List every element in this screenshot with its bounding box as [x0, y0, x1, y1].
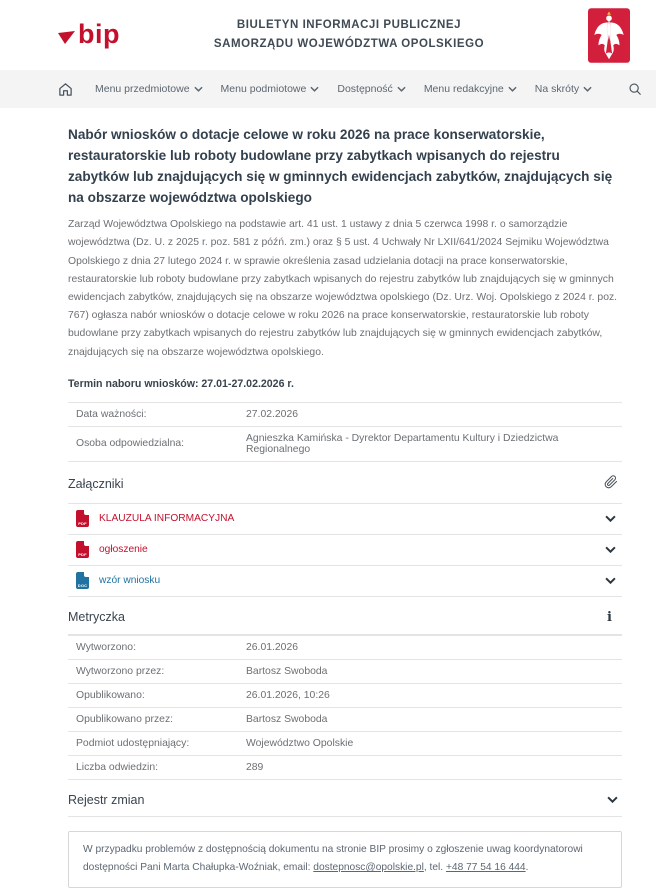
article-info-table [68, 402, 622, 462]
attachment-row-klauzula[interactable] [68, 504, 622, 535]
main-content [0, 108, 656, 888]
meta-label: Podmiot udostępniający: [68, 731, 238, 755]
nav-item-dostepnosc[interactable] [337, 83, 405, 95]
file-type-badge: DOC [77, 583, 88, 589]
accessibility-email-link[interactable]: dostepnosc@opolskie.pl [313, 862, 424, 874]
nav-item-label: Menu redakcyjne [423, 83, 504, 95]
attachment-row-ogloszenie[interactable] [68, 535, 622, 566]
info-value: 27.02.2026 [238, 402, 622, 426]
doc-file-icon [76, 572, 89, 589]
attachment-link[interactable]: ogłoszenie [99, 544, 148, 556]
table-row [68, 755, 622, 779]
rejestr-zmian-section-header[interactable] [68, 780, 622, 817]
accessibility-notice [68, 831, 622, 888]
rejestr-zmian-heading: Rejestr zmian [68, 792, 145, 807]
nav-item-menu-redakcyjne[interactable] [424, 83, 517, 95]
info-icon: i [607, 609, 612, 625]
nav-item-label: Menu przedmiotowe [95, 83, 190, 95]
meta-label: Wytworzono: [68, 635, 238, 659]
attachment-row-wzor-wniosku[interactable] [68, 566, 622, 597]
attachment-link[interactable]: wzór wniosku [99, 575, 161, 587]
notice-text: . [525, 862, 529, 874]
file-type-badge: PDF [78, 521, 87, 527]
site-title-line2: SAMORZĄDU WOJEWÓDZTWA OPOLSKIEGO [213, 38, 485, 50]
deadline-text: Termin naboru wniosków: 27.01-27.02.2026 r. [68, 377, 294, 390]
attachments-heading: Załączniki [68, 477, 124, 492]
site-title-line1: BIULETYN INFORMACJI PUBLICZNEJ [236, 19, 462, 32]
nav-item-label: Dostępność [337, 83, 393, 95]
table-row [68, 683, 622, 707]
meta-value: Bartosz Swoboda [238, 707, 622, 731]
attachment-link[interactable]: KLAUZULA INFORMACYJNA [99, 513, 235, 525]
info-value: Agnieszka Kamińska - Dyrektor Departamentu Kultury i Dziedzictwa Regionalnego [238, 426, 622, 461]
meta-value: 26.01.2026, 10:26 [238, 683, 622, 707]
table-row [68, 426, 622, 461]
site-title [120, 16, 588, 54]
meta-value: Bartosz Swoboda [238, 659, 622, 683]
meta-label: Wytworzono przez: [68, 659, 238, 683]
nav-item-na-skroty[interactable] [535, 83, 592, 95]
info-label: Osoba odpowiedzialna: [68, 426, 238, 461]
meta-label: Liczba odwiedzin: [68, 755, 238, 779]
nav-item-label: Menu podmiotowe [220, 83, 307, 95]
table-row [68, 731, 622, 755]
file-type-badge: PDF [78, 552, 87, 558]
bip-logo-text: bip [78, 19, 120, 50]
table-row [68, 659, 622, 683]
home-icon[interactable] [58, 82, 73, 97]
article-body-text: Zarząd Województwa Opolskiego na podstawie art. 41 ust. 1 ustawy z dnia 5 czerwca 1998 r. o samorządzie województwa (Dz. U. z 2025 r. poz. 581 z późń. zm.) oraz § 5 ust. 4 Uchwały Nr LXII/641/2024 Sejmiku Województwa Opolskiego z dnia 27 lutego 2024 r. w sprawie określenia zasad udzielania dotacji na prace konserwatorskie, restauratorskie lub roboty budowlane przy zabytkach wpisanych do rejestru zabytków lub znajdujących się w gminnych ewidencjach zabytków, znajdujących się na obszarze województwa opolskiego (Dz. Urz. Woj. Opolskiego z 2024 r. poz. 767) ogłasza nabór wniosków o dotacje celowe w roku 2026 na prace konserwatorskie, restauratorskie lub roboty budowlane przy zabytkach wpisanych do rejestru zabytków lub znajdujących się w gminnych ewidencjach zabytków, znajdujących się na obszarze województwa opolskiego. [68, 219, 618, 358]
metryczka-section-header [68, 597, 622, 635]
accessibility-phone-link[interactable]: +48 77 54 16 444 [445, 862, 526, 874]
poland-coat-of-arms-icon [588, 8, 630, 63]
notice-text: W przypadku problemów z dostępnością dokumentu na stronie BIP prosimy o zgłoszenie uwag koordynatorowi dostępności Pani Marta Chałupka-Woźniak, email: [83, 843, 583, 874]
metryczka-heading: Metryczka [68, 610, 125, 625]
table-row [68, 635, 622, 659]
meta-value: 26.01.2026 [238, 635, 622, 659]
table-row [68, 402, 622, 426]
pdf-file-icon [76, 510, 89, 527]
meta-label: Opublikowano przez: [68, 707, 238, 731]
paperclip-icon [604, 475, 618, 494]
info-label: Data ważności: [68, 402, 238, 426]
page-header [0, 0, 656, 70]
nav-item-menu-podmiotowe[interactable] [221, 83, 320, 95]
nav-item-label: Na skróty [534, 83, 580, 95]
bip-logo-triangle-icon [58, 31, 75, 46]
table-row [68, 707, 622, 731]
metryczka-table [68, 635, 622, 780]
bip-logo[interactable] [58, 19, 120, 50]
notice-text: , tel. [423, 862, 446, 874]
meta-value: 289 [238, 755, 622, 779]
nav-item-menu-przedmiotowe[interactable] [95, 83, 203, 95]
meta-label: Opublikowano: [68, 683, 238, 707]
main-nav [0, 70, 656, 108]
meta-value: Województwo Opolskie [238, 731, 622, 755]
page-title: Nabór wniosków o dotacje celowe w roku 2026 na prace konserwatorskie, restauratorskie lub roboty budowlane przy zabytkach wpisanych do rejestru zabytków lub znajdujących się w gminnych ewidencjach zabytków, znajdujących się na obszarze województwa opolskiego [68, 127, 613, 206]
attachments-section-header [68, 462, 622, 504]
search-icon[interactable] [628, 82, 642, 96]
pdf-file-icon [76, 541, 89, 558]
